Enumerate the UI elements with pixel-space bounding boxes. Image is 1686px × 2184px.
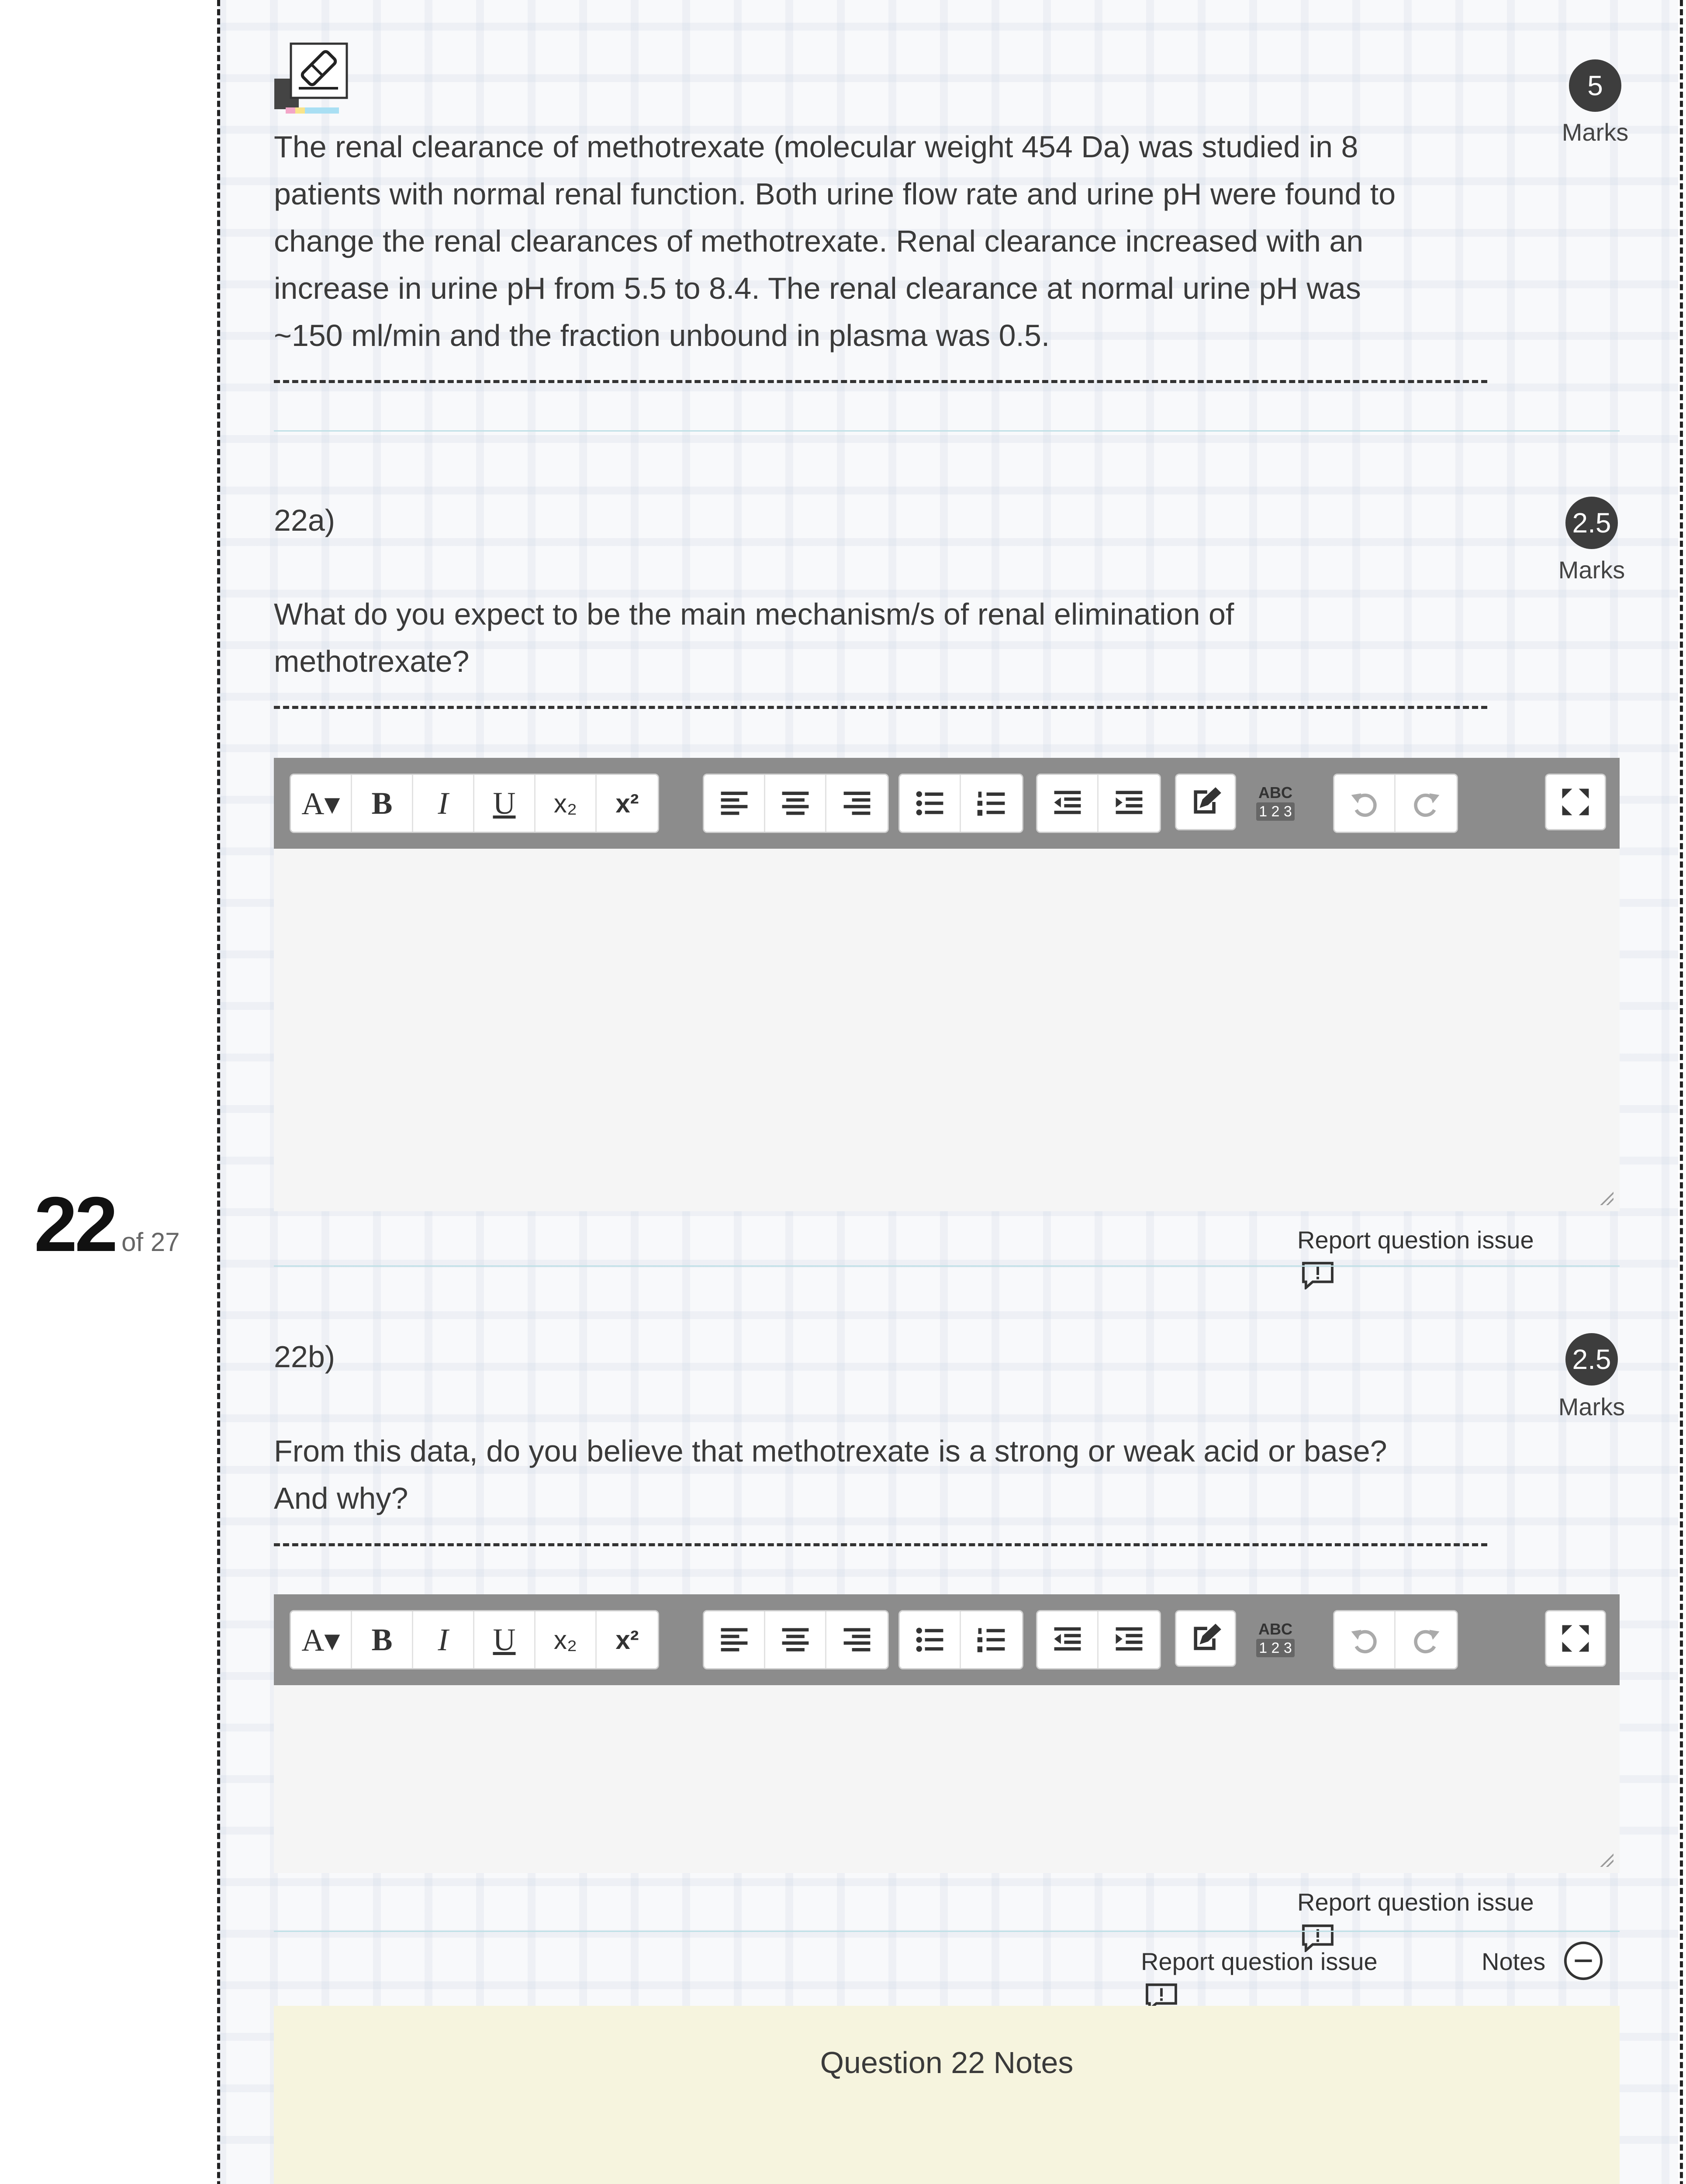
subscript-button[interactable]: x₂ (536, 1611, 597, 1668)
indent-group (1036, 774, 1161, 833)
font-size-button[interactable]: A▾ (291, 1611, 352, 1668)
spellcheck-button[interactable] (1245, 1610, 1306, 1667)
eraser-tool-button[interactable] (273, 42, 351, 121)
align-left-icon (718, 1623, 751, 1656)
align-right-button[interactable] (826, 775, 888, 832)
stem-line: ~150 ml/min and the fraction unbound in plasma was 0.5. (274, 318, 1050, 352)
bold-button[interactable]: B (352, 1611, 413, 1668)
stem-line: increase in urine pH from 5.5 to 8.4. The renal clearance at normal urine pH was (274, 271, 1361, 305)
undo-icon (1348, 787, 1381, 820)
history-group (1333, 1610, 1458, 1669)
history-group (1333, 774, 1458, 833)
panel-right-border (1680, 0, 1683, 2184)
editor-toolbar (274, 1594, 1620, 1685)
indent-icon (1112, 1623, 1146, 1656)
stem-marks-badge: 5 (1569, 59, 1621, 112)
part-b-label: 22b) (274, 1340, 335, 1374)
notes-label: Notes (1482, 1948, 1546, 1975)
editor-toolbar (274, 758, 1620, 849)
notes-panel[interactable] (274, 2006, 1620, 2184)
part-b-question (274, 1427, 1584, 1522)
part-b-line: And why? (274, 1481, 408, 1515)
format-group (290, 1610, 659, 1669)
underline-button[interactable]: U (474, 775, 536, 832)
part-a-question (274, 591, 1541, 685)
align-left-button[interactable] (704, 1611, 765, 1668)
align-center-button[interactable] (765, 775, 826, 832)
question-counter (34, 1179, 180, 1269)
align-center-icon (779, 787, 812, 820)
section-divider (274, 1931, 1620, 1932)
fullscreen-button[interactable] (1545, 774, 1606, 830)
collapse-notes-icon[interactable] (1562, 1939, 1605, 1982)
bullet-list-icon (913, 787, 947, 820)
numbered-list-icon (975, 787, 1008, 820)
stem-dashed-divider (274, 380, 1487, 383)
redo-icon (1410, 1623, 1443, 1656)
report-issue-icon[interactable] (1301, 1261, 1335, 1289)
outdent-icon (1051, 1623, 1084, 1656)
align-left-button[interactable] (704, 775, 765, 832)
question-stem (274, 123, 1541, 359)
edit-source-button[interactable] (1175, 1610, 1236, 1667)
section-divider (274, 1265, 1620, 1267)
italic-button[interactable]: I (413, 1611, 474, 1668)
part-b-line: From this data, do you believe that methotrexate is a strong or weak acid or base? (274, 1434, 1387, 1468)
part-b-marks-label: Marks (1558, 1393, 1625, 1420)
indent-button[interactable] (1099, 1611, 1160, 1668)
notes-title: Question 22 Notes (820, 2046, 1074, 2080)
stem-line: patients with normal renal function. Both urine flow rate and urine pH were found to (274, 177, 1396, 211)
part-a-marks-label: Marks (1558, 556, 1625, 584)
spellcheck-bottom: 1 2 3 (1256, 1639, 1295, 1657)
edit-icon (1189, 785, 1222, 819)
indent-button[interactable] (1099, 775, 1160, 832)
spellcheck-button[interactable] (1245, 774, 1306, 830)
bold-button[interactable]: B (352, 775, 413, 832)
answer-editor-a (274, 758, 1620, 1211)
list-group (898, 774, 1023, 833)
part-b-dashed-divider (274, 1543, 1487, 1546)
report-issue-link-a[interactable]: Report question issue (1297, 1226, 1534, 1254)
subscript-button[interactable]: x₂ (536, 775, 597, 832)
align-right-button[interactable] (826, 1611, 888, 1668)
align-group (703, 774, 889, 833)
italic-button[interactable]: I (413, 775, 474, 832)
spellcheck-top: ABC (1258, 784, 1292, 802)
resize-handle[interactable] (1599, 1852, 1613, 1867)
undo-button[interactable] (1334, 1611, 1396, 1668)
part-a-line: methotrexate? (274, 644, 470, 678)
part-a-marks-badge: 2.5 (1565, 497, 1618, 549)
answer-text-area[interactable] (274, 1685, 1620, 1873)
numbered-list-button[interactable] (961, 1611, 1022, 1668)
section-divider (274, 430, 1620, 432)
spellcheck-top: ABC (1258, 1620, 1292, 1638)
panel-left-border (217, 0, 220, 2184)
answer-editor-b (274, 1594, 1620, 1873)
report-issue-link-question[interactable]: Report question issue (1141, 1948, 1378, 1975)
view-group (1545, 774, 1606, 833)
numbered-list-icon (975, 1623, 1008, 1656)
question-number: 22 (34, 1181, 115, 1268)
bullet-list-button[interactable] (900, 1611, 961, 1668)
bullet-list-icon (913, 1623, 947, 1656)
part-a-label: 22a) (274, 503, 335, 537)
fullscreen-icon (1559, 785, 1592, 819)
spellcheck-bottom: 1 2 3 (1256, 802, 1295, 821)
indent-group (1036, 1610, 1161, 1669)
font-size-button[interactable]: A▾ (291, 775, 352, 832)
numbered-list-button[interactable] (961, 775, 1022, 832)
view-group (1545, 1610, 1606, 1669)
align-center-button[interactable] (765, 1611, 826, 1668)
undo-button[interactable] (1334, 775, 1396, 832)
part-b-marks-badge: 2.5 (1565, 1333, 1618, 1386)
align-left-icon (718, 787, 751, 820)
outdent-button[interactable] (1037, 775, 1099, 832)
edit-icon (1189, 1622, 1222, 1655)
align-right-icon (840, 787, 874, 820)
redo-icon (1410, 787, 1443, 820)
tools-group (1175, 1610, 1306, 1669)
format-group (290, 774, 659, 833)
superscript-button[interactable]: x² (615, 788, 639, 818)
resize-handle[interactable] (1599, 1190, 1613, 1205)
align-right-icon (840, 1623, 874, 1656)
align-group (703, 1610, 889, 1669)
part-a-dashed-divider (274, 706, 1487, 709)
stem-line: The renal clearance of methotrexate (molecular weight 454 Da) was studied in 8 (274, 130, 1358, 164)
answer-text-area[interactable] (274, 849, 1620, 1211)
outdent-button[interactable] (1037, 1611, 1099, 1668)
part-a-line: What do you expect to be the main mechanism/s of renal elimination of (274, 597, 1234, 631)
underline-button[interactable]: U (474, 1611, 536, 1668)
undo-icon (1348, 1623, 1381, 1656)
question-total: of 27 (121, 1227, 180, 1257)
bullet-list-button[interactable] (900, 775, 961, 832)
report-issue-link-b[interactable]: Report question issue (1297, 1888, 1534, 1916)
tools-group (1175, 774, 1306, 833)
stem-marks-label: Marks (1562, 118, 1629, 146)
align-center-icon (779, 1623, 812, 1656)
list-group (898, 1610, 1023, 1669)
superscript-button[interactable]: x² (615, 1625, 639, 1655)
eraser-icon (273, 42, 351, 121)
redo-button[interactable] (1396, 1611, 1457, 1668)
outdent-icon (1051, 787, 1084, 820)
left-gutter (0, 0, 214, 2184)
edit-source-button[interactable] (1175, 774, 1236, 830)
indent-icon (1112, 787, 1146, 820)
fullscreen-icon (1559, 1622, 1592, 1655)
stem-line: change the renal clearances of methotrexate. Renal clearance increased with an (274, 224, 1364, 258)
redo-button[interactable] (1396, 775, 1457, 832)
fullscreen-button[interactable] (1545, 1610, 1606, 1667)
